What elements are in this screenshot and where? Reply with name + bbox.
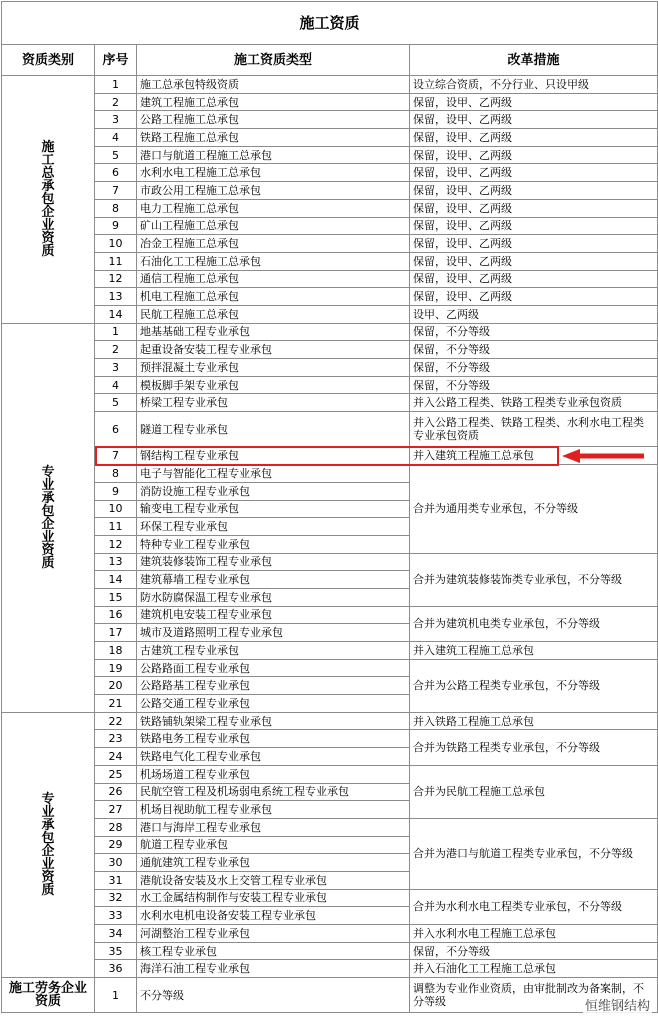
table-row xyxy=(2,270,658,288)
measure-cell: 保留，不分等级 xyxy=(410,323,658,341)
table-row xyxy=(2,818,658,836)
type-cell: 起重设备安装工程专业承包 xyxy=(137,341,410,359)
table-row xyxy=(2,235,658,253)
seq-cell: 35 xyxy=(95,942,137,960)
table-row xyxy=(2,642,658,660)
type-cell: 公路工程施工总承包 xyxy=(137,111,410,129)
type-cell: 港口与航道工程施工总承包 xyxy=(137,146,410,164)
seq-cell: 12 xyxy=(95,270,137,288)
type-cell: 铁路电气化工程专业承包 xyxy=(137,748,410,766)
measure-cell: 合并为建筑机电类专业承包，不分等级 xyxy=(410,606,658,641)
measure-cell: 保留，不分等级 xyxy=(410,359,658,377)
type-cell: 冶金工程施工总承包 xyxy=(137,235,410,253)
seq-cell: 14 xyxy=(95,571,137,589)
type-cell: 水利水电机电设备安装工程专业承包 xyxy=(137,907,410,925)
seq-cell: 26 xyxy=(95,783,137,801)
measure-cell: 保留，设甲、乙两级 xyxy=(410,235,658,253)
type-cell: 机场目视助航工程专业承包 xyxy=(137,801,410,819)
seq-cell: 25 xyxy=(95,765,137,783)
type-cell: 环保工程专业承包 xyxy=(137,518,410,536)
measure-cell: 保留，不分等级 xyxy=(410,341,658,359)
seq-cell: 32 xyxy=(95,889,137,907)
measure-cell: 合并为民航工程施工总承包 xyxy=(410,765,658,818)
seq-cell: 5 xyxy=(95,146,137,164)
seq-cell: 7 xyxy=(95,447,137,465)
measure-cell: 保留，设甲、乙两级 xyxy=(410,270,658,288)
table-row xyxy=(2,182,658,200)
table-row xyxy=(2,960,658,978)
type-cell: 矿山工程施工总承包 xyxy=(137,217,410,235)
seq-cell: 10 xyxy=(95,235,137,253)
type-cell: 机电工程施工总承包 xyxy=(137,288,410,306)
type-cell: 建筑幕墙工程专业承包 xyxy=(137,571,410,589)
type-cell: 公路路面工程专业承包 xyxy=(137,659,410,677)
type-cell: 古建筑工程专业承包 xyxy=(137,642,410,660)
header-category: 资质类别 xyxy=(2,45,95,76)
seq-cell: 6 xyxy=(95,412,137,447)
seq-cell: 6 xyxy=(95,164,137,182)
type-cell: 电力工程施工总承包 xyxy=(137,199,410,217)
type-cell: 特种专业工程专业承包 xyxy=(137,535,410,553)
table-row xyxy=(2,93,658,111)
table-row xyxy=(2,252,658,270)
type-cell: 航道工程专业承包 xyxy=(137,836,410,854)
seq-cell: 30 xyxy=(95,854,137,872)
seq-cell: 28 xyxy=(95,818,137,836)
table-row xyxy=(2,978,658,1013)
measure-cell: 并入石油化工工程施工总承包 xyxy=(410,960,658,978)
seq-cell: 11 xyxy=(95,252,137,270)
type-cell: 港航设备安装及水上交管工程专业承包 xyxy=(137,871,410,889)
seq-cell: 29 xyxy=(95,836,137,854)
seq-cell: 34 xyxy=(95,925,137,943)
header-type: 施工资质类型 xyxy=(137,45,410,76)
seq-cell: 36 xyxy=(95,960,137,978)
table-row xyxy=(2,376,658,394)
seq-cell: 13 xyxy=(95,553,137,571)
type-cell: 港口与海岸工程专业承包 xyxy=(137,818,410,836)
type-cell: 民航空管工程及机场弱电系统工程专业承包 xyxy=(137,783,410,801)
table-body xyxy=(2,2,658,1013)
type-cell: 水利水电工程施工总承包 xyxy=(137,164,410,182)
table-row xyxy=(2,164,658,182)
seq-cell: 33 xyxy=(95,907,137,925)
type-cell: 民航工程施工总承包 xyxy=(137,305,410,323)
seq-cell: 27 xyxy=(95,801,137,819)
seq-cell: 14 xyxy=(95,305,137,323)
seq-cell: 2 xyxy=(95,93,137,111)
type-cell: 施工总承包特级资质 xyxy=(137,76,410,94)
table-row xyxy=(2,341,658,359)
type-cell: 公路交通工程专业承包 xyxy=(137,695,410,713)
seq-cell: 3 xyxy=(95,359,137,377)
seq-cell: 9 xyxy=(95,217,137,235)
measure-cell: 合并为通用类专业承包，不分等级 xyxy=(410,465,658,553)
table-row xyxy=(2,217,658,235)
measure-cell: 保留，设甲、乙两级 xyxy=(410,146,658,164)
seq-cell: 11 xyxy=(95,518,137,536)
red-arrow-icon xyxy=(562,448,644,464)
seq-cell: 1 xyxy=(95,978,137,1013)
type-cell: 建筑装修装饰工程专业承包 xyxy=(137,553,410,571)
seq-cell: 9 xyxy=(95,482,137,500)
seq-cell: 4 xyxy=(95,129,137,147)
seq-cell: 21 xyxy=(95,695,137,713)
measure-cell: 并入建筑工程施工总承包 xyxy=(410,642,658,660)
type-cell: 核工程专业承包 xyxy=(137,942,410,960)
table-row xyxy=(2,712,658,730)
type-cell: 电子与智能化工程专业承包 xyxy=(137,465,410,483)
seq-cell: 5 xyxy=(95,394,137,412)
type-cell: 隧道工程专业承包 xyxy=(137,412,410,447)
measure-cell: 保留，设甲、乙两级 xyxy=(410,182,658,200)
table-row xyxy=(2,765,658,783)
seq-cell: 18 xyxy=(95,642,137,660)
table-row xyxy=(2,942,658,960)
qualification-table xyxy=(1,1,658,1013)
type-cell: 防水防腐保温工程专业承包 xyxy=(137,588,410,606)
seq-cell: 22 xyxy=(95,712,137,730)
seq-cell: 13 xyxy=(95,288,137,306)
type-cell: 预拌混凝土专业承包 xyxy=(137,359,410,377)
table-row xyxy=(2,394,658,412)
seq-cell: 4 xyxy=(95,376,137,394)
type-cell: 河湖整治工程专业承包 xyxy=(137,925,410,943)
measure-cell: 保留，设甲、乙两级 xyxy=(410,111,658,129)
type-cell: 不分等级 xyxy=(137,978,410,1013)
measure-cell: 保留，设甲、乙两级 xyxy=(410,252,658,270)
seq-cell: 7 xyxy=(95,182,137,200)
type-cell: 模板脚手架专业承包 xyxy=(137,376,410,394)
seq-cell: 19 xyxy=(95,659,137,677)
measure-cell: 设甲、乙两级 xyxy=(410,305,658,323)
type-cell: 铁路工程施工总承包 xyxy=(137,129,410,147)
measure-cell: 合并为铁路工程类专业承包，不分等级 xyxy=(410,730,658,765)
table-row xyxy=(2,889,658,907)
header-measure: 改革措施 xyxy=(410,45,658,76)
table-row xyxy=(2,146,658,164)
type-cell: 建筑工程施工总承包 xyxy=(137,93,410,111)
measure-cell: 合并为建筑装修装饰类专业承包，不分等级 xyxy=(410,553,658,606)
measure-cell: 保留，设甲、乙两级 xyxy=(410,164,658,182)
type-cell: 通航建筑工程专业承包 xyxy=(137,854,410,872)
measure-cell: 调整为专业作业资质，由审批制改为备案制，不分等级 xyxy=(410,978,658,1013)
measure-cell: 合并为港口与航道工程类专业承包，不分等级 xyxy=(410,818,658,889)
seq-cell: 12 xyxy=(95,535,137,553)
type-cell: 市政公用工程施工总承包 xyxy=(137,182,410,200)
type-cell: 桥梁工程专业承包 xyxy=(137,394,410,412)
seq-cell: 10 xyxy=(95,500,137,518)
type-cell: 钢结构工程专业承包 xyxy=(137,447,410,465)
seq-cell: 8 xyxy=(95,199,137,217)
seq-cell: 2 xyxy=(95,341,137,359)
seq-cell: 20 xyxy=(95,677,137,695)
table-row xyxy=(2,199,658,217)
measure-cell: 保留，设甲、乙两级 xyxy=(410,93,658,111)
category-cell: 施 工 总 承 包 企 业 资 质 xyxy=(2,76,95,324)
type-cell: 海洋石油工程专业承包 xyxy=(137,960,410,978)
type-cell: 铁路电务工程专业承包 xyxy=(137,730,410,748)
table-row xyxy=(2,606,658,624)
table-row xyxy=(2,288,658,306)
seq-cell: 1 xyxy=(95,323,137,341)
type-cell: 机场场道工程专业承包 xyxy=(137,765,410,783)
table-row xyxy=(2,659,658,677)
type-cell: 石油化工工程施工总承包 xyxy=(137,252,410,270)
seq-cell: 1 xyxy=(95,76,137,94)
type-cell: 公路路基工程专业承包 xyxy=(137,677,410,695)
table-row xyxy=(2,305,658,323)
table-row xyxy=(2,323,658,341)
measure-cell: 并入公路工程类、铁路工程类专业承包资质 xyxy=(410,394,658,412)
measure-cell: 保留，设甲、乙两级 xyxy=(410,129,658,147)
type-cell: 地基基础工程专业承包 xyxy=(137,323,410,341)
type-cell: 水工金属结构制作与安装工程专业承包 xyxy=(137,889,410,907)
seq-cell: 31 xyxy=(95,871,137,889)
table-row xyxy=(2,465,658,483)
table-row xyxy=(2,553,658,571)
seq-cell: 23 xyxy=(95,730,137,748)
table-row xyxy=(2,359,658,377)
seq-cell: 3 xyxy=(95,111,137,129)
type-cell: 输变电工程专业承包 xyxy=(137,500,410,518)
category-cell: 专 业 承 包 企 业 资 质 xyxy=(2,712,95,977)
table-row xyxy=(2,447,658,465)
seq-cell: 24 xyxy=(95,748,137,766)
table-row xyxy=(2,111,658,129)
table-title: 施工资质 xyxy=(2,2,658,45)
seq-cell: 8 xyxy=(95,465,137,483)
measure-cell: 并入公路工程类、铁路工程类、水利水电工程类专业承包资质 xyxy=(410,412,658,447)
measure-cell: 设立综合资质，不分行业、只设甲级 xyxy=(410,76,658,94)
table-row xyxy=(2,412,658,447)
measure-cell: 保留，设甲、乙两级 xyxy=(410,199,658,217)
header-seq: 序号 xyxy=(95,45,137,76)
table-row xyxy=(2,76,658,94)
watermark: 恒维钢结构 xyxy=(583,995,652,1014)
type-cell: 消防设施工程专业承包 xyxy=(137,482,410,500)
measure-cell: 并入水利水电工程施工总承包 xyxy=(410,925,658,943)
type-cell: 建筑机电安装工程专业承包 xyxy=(137,606,410,624)
type-cell: 铁路铺轨架梁工程专业承包 xyxy=(137,712,410,730)
table-row xyxy=(2,925,658,943)
measure-cell: 保留，不分等级 xyxy=(410,376,658,394)
type-cell: 城市及道路照明工程专业承包 xyxy=(137,624,410,642)
seq-cell: 15 xyxy=(95,588,137,606)
table-row xyxy=(2,129,658,147)
table-row xyxy=(2,730,658,748)
measure-cell: 保留，不分等级 xyxy=(410,942,658,960)
seq-cell: 17 xyxy=(95,624,137,642)
category-cell: 专 业 承 包 企 业 资 质 xyxy=(2,323,95,712)
type-cell: 通信工程施工总承包 xyxy=(137,270,410,288)
measure-cell: 并入铁路工程施工总承包 xyxy=(410,712,658,730)
measure-cell: 合并为公路工程类专业承包，不分等级 xyxy=(410,659,658,712)
measure-cell: 并入建筑工程施工总承包 xyxy=(410,447,658,465)
measure-cell: 合并为水利水电工程类专业承包，不分等级 xyxy=(410,889,658,924)
seq-cell: 16 xyxy=(95,606,137,624)
measure-cell: 保留，设甲、乙两级 xyxy=(410,217,658,235)
category-cell: 施工劳务企业资质 xyxy=(2,978,95,1013)
measure-cell: 保留，设甲、乙两级 xyxy=(410,288,658,306)
